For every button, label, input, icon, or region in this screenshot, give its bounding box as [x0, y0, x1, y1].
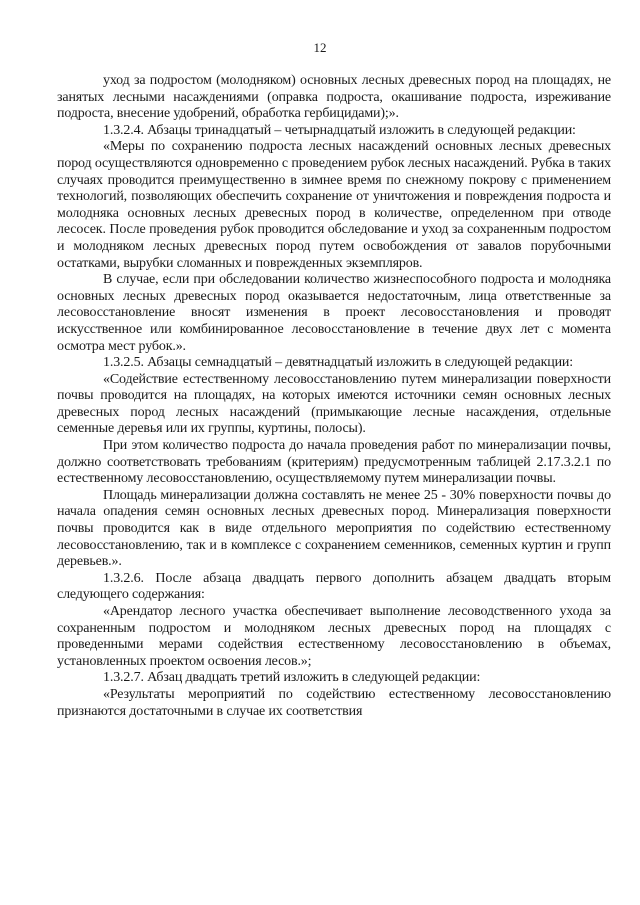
paragraph-quote-mineralization: «Содействие естественному лесовосстановлению путем минерализации поверхности почвы проводится на площадях, на которых имеются источники семян основных лесных древесных пород лесных насаждений (примыкающие лесные насаждения, отдельные семенные деревья или их группы, куртины, полосы).	[57, 371, 611, 437]
paragraph-mineralization-area: Площадь минерализации должна составлять не менее 25 - 30% поверхности почвы до начала опадения семян основных лесных древесных пород. Минерализация поверхности почвы проводится как в виде отдельного мероприятия по содействию естественному лесовосстановлению, так и в комплексе с сохранением семенников, семенных куртин и групп деревьев.».	[57, 487, 611, 570]
paragraph-quote-results: «Результаты мероприятий по содействию естественному лесовосстановлению признаются достаточными в случае их соответствия	[57, 686, 611, 719]
paragraph-quote-podrost: «Меры по сохранению подроста лесных насаждений основных лесных древесных пород осуществляются одновременно с проведением рубок лесных насаждений. Рубка в таких случаях проводится преимущественно в зимнее время по снежному покрову с применением технологий, позволяющих обеспечить сохранение от уничтожения и повреждения подроста и молодняка основных лесных древесных пород в количестве, определенном при отводе лесосек. После проведения рубок проводится обследование и уход за сохраненным подростом и молодняком лесных древесных пород путем освобождения от завалов порубочными остатками, вырубки сломанных и поврежденных экземпляров.	[57, 139, 611, 271]
paragraph-quote-arendator: «Арендатор лесного участка обеспечивает выполнение лесоводственного ухода за сохраненным подростом и молодняком лесных древесных пород на площадях с проведенными мерами содействия естественному лесовосстановлению в объемах, установленных проектом освоения лесов.»;	[57, 604, 611, 669]
paragraph-continuation: уход за подростом (молодняком) основных лесных древесных пород на площадях, не занятых лесными насаждениями (оправка подроста, окашивание подроста, изреживание подроста, внесение удобрений, обработка гербицидами);».	[57, 73, 611, 122]
paragraph-1-3-2-6: 1.3.2.6. После абзаца двадцать первого дополнить абзацем двадцать вторым следующего содержания:	[57, 570, 611, 603]
page-number: 12	[313, 40, 327, 55]
paragraph-1-3-2-5: 1.3.2.5. Абзацы семнадцатый – девятнадцатый изложить в следующей редакции:	[103, 355, 573, 371]
paragraph-1-3-2-4: 1.3.2.4. Абзацы тринадцатый – четырнадцатый изложить в следующей редакции:	[103, 122, 576, 138]
document-body	[57, 73, 611, 720]
paragraph-podrost-quantity: При этом количество подроста до начала проведения работ по минерализации почвы, должно соответствовать требованиям (критериям) предусмотренным таблицей 2.17.3.2.1 по естественному лесовосстановлению, осуществляемому путем минерализации почвы.	[57, 438, 611, 487]
paragraph-1-3-2-7: 1.3.2.7. Абзац двадцать третий изложить в следующей редакции:	[103, 670, 481, 686]
paragraph-insufficient-podrost: В случае, если при обследовании количество жизнеспособного подроста и молодняка основных лесных древесных пород оказывается недостаточным, лица ответственные за лесовосстановление вносят изменения в проект лесовосстановления и проводят искусственное или комбинированное лесовосстановление в течение двух лет с момента осмотра мест рубок.».	[57, 272, 611, 354]
